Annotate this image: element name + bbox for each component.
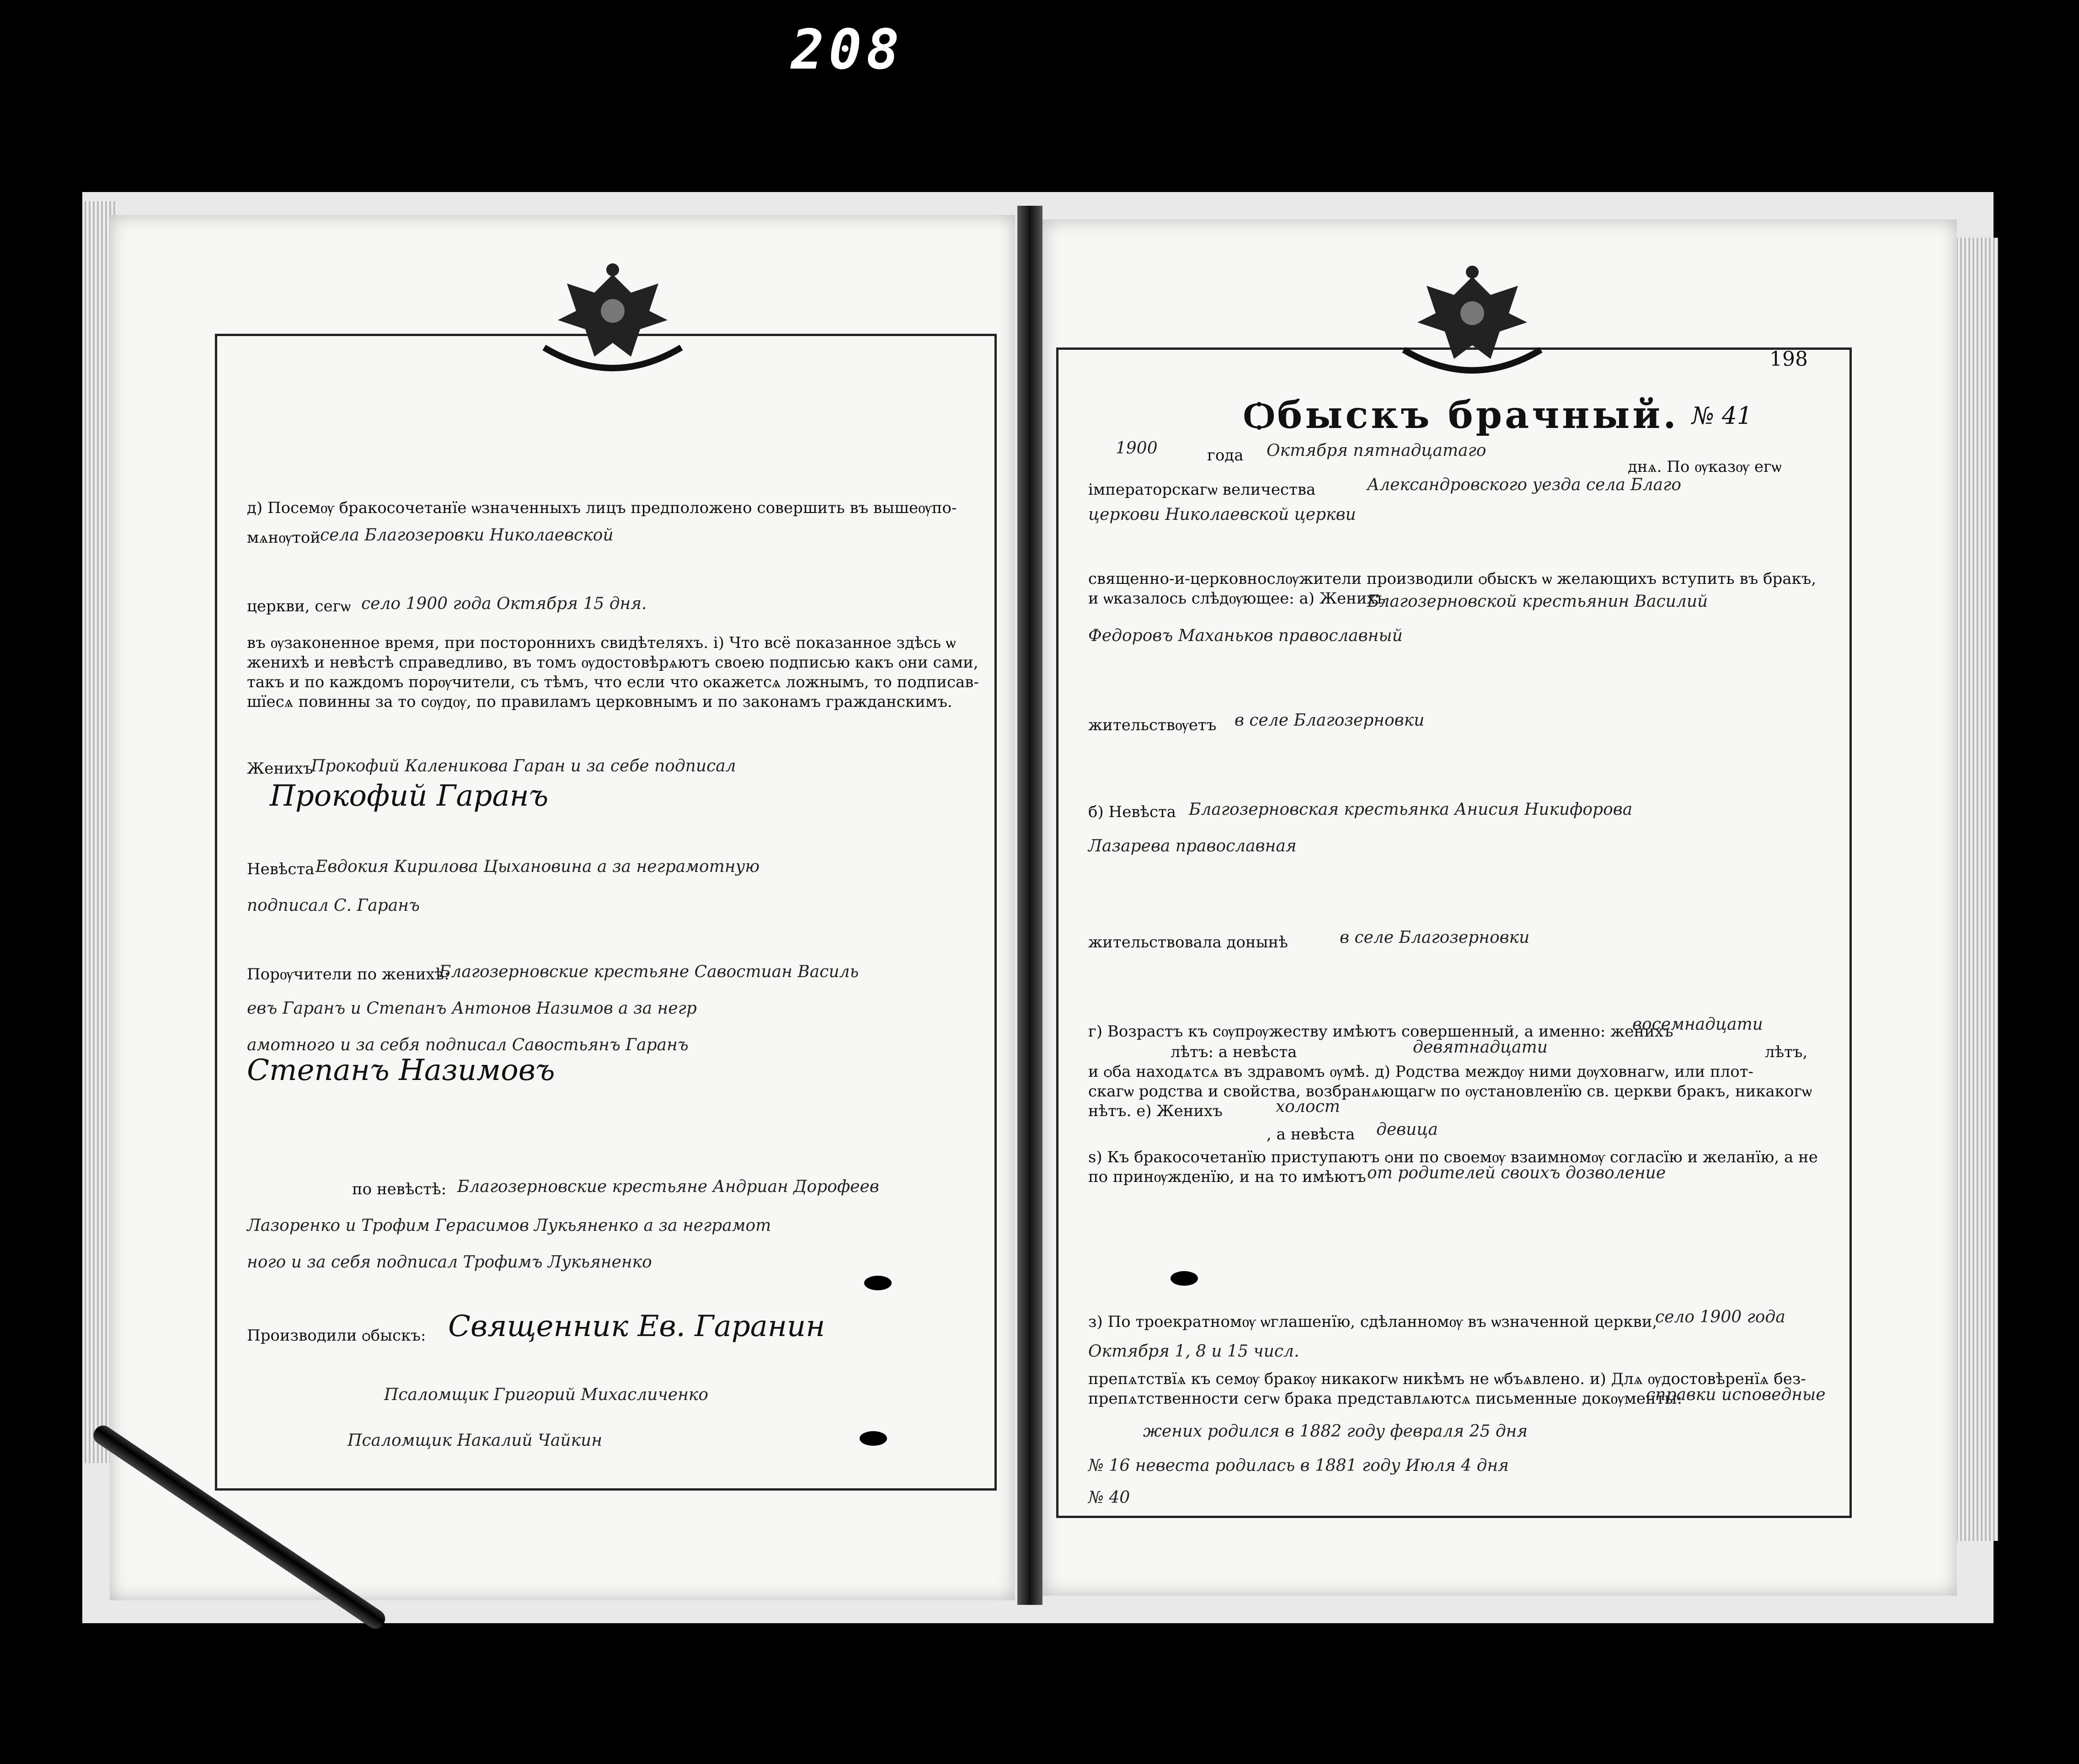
handwriting: амотного и за себя подписал Савостьянъ Гаранъ [247, 1036, 689, 1054]
handwriting: Прокофий Каленикова Гаран и за себе подписал [311, 757, 736, 775]
left-line: Порѹчители по женихѣ: [247, 965, 449, 984]
right-line: и ѡказалось слѣдѹющее: а) Женихъ [1088, 589, 1386, 608]
handwriting: Федоровъ Маханьков православный [1088, 626, 1403, 645]
handwriting: евъ Гаранъ и Степанъ Антонов Назимов а за негр [247, 999, 697, 1018]
handwriting: церкови Николаевской церкви [1088, 505, 1356, 524]
left-line: д) Посемѹ бракосочетанїе ѡзначенныхъ лицъ предположено совершить въ вышеѹпо- [247, 499, 957, 517]
handwriting: села Благозеровки Николаевской [320, 526, 614, 545]
handwriting: ного и за себя подписал Трофимъ Лукьяненко [247, 1253, 652, 1272]
right-line: по принѹжденїю, и на то имѣютъ [1088, 1168, 1366, 1186]
handwriting: село 1900 года Октября 15 дня. [361, 594, 647, 613]
handwriting: жених родился в 1882 году февраля 25 дня [1143, 1422, 1528, 1441]
right-line: днѧ. По ѹказѹ егѡ [1628, 458, 1782, 476]
right-line: б) Невѣста [1088, 803, 1176, 821]
left-line: въ ѹзаконенное время, при постороннихъ свидѣтеляхъ. і) Что всё показанное здѣсь ѡ [247, 634, 956, 652]
right-line: нѣтъ. е) Женихъ [1088, 1102, 1223, 1120]
handwriting: Октября пятнадцатаго [1267, 441, 1486, 460]
handwriting: Октября 1, 8 и 15 числ. [1088, 1342, 1299, 1361]
handwriting: восемнадцати [1632, 1015, 1763, 1034]
guarantor-signature: Степанъ Назимовъ [247, 1053, 555, 1087]
book-gutter [1017, 206, 1042, 1605]
right-line: лѣтъ, [1765, 1043, 1808, 1061]
handwriting: Благозерновская крестьянка Анисия Никифорова [1189, 800, 1633, 819]
left-line: мѧнѹтой [247, 529, 321, 547]
right-line: , а невѣста [1267, 1125, 1355, 1144]
left-line: церкви, сегѡ [247, 597, 351, 615]
handwriting: Александровского уезда села Благо [1367, 476, 1682, 494]
right-line: скагѡ родства и свойства, возбранѧющагѡ по ѹстановленїю св. церкви бракъ, никакогѡ [1088, 1082, 1812, 1101]
handwriting: Лазоренко и Трофим Герасимов Лукьяненко а за неграмот [247, 1216, 771, 1235]
handwriting: Псаломщик Григорий Михасличенко [384, 1385, 709, 1404]
double-headed-eagle-icon [1385, 258, 1559, 386]
left-line: Производили ѻбыскъ: [247, 1326, 426, 1345]
right-line: препѧтствїѧ къ семѹ бракѹ никакогѡ никѣмъ не ѡбъѧвлено. и) Длѧ ѹдостовѣренїѧ без- [1088, 1370, 1806, 1388]
handwriting: 1900 [1116, 439, 1158, 458]
handwriting: в селе Благозерновки [1235, 711, 1425, 730]
left-line: такъ и по каждомъ порѹчители, съ тѣмъ, что если что ѻкажетсѧ ложнымъ, то подписав- [247, 673, 979, 691]
left-line: по невѣстѣ: [352, 1180, 447, 1198]
frame-number: 208 [791, 18, 904, 82]
handwriting: Псаломщик Накалий Чайкин [347, 1431, 603, 1450]
handwriting: от родителей своихъ дозволение [1367, 1164, 1666, 1182]
left-line: шїесѧ повинны за то сѹдѹ, по правиламъ церковнымъ и по законамъ гражданскимъ. [247, 693, 952, 711]
ink-blot [1170, 1271, 1198, 1286]
handwriting: холост [1276, 1097, 1340, 1116]
right-line: імператорскагѡ величества [1088, 481, 1316, 499]
record-number: № 41 [1692, 402, 1752, 430]
handwriting: справки исповедные [1646, 1385, 1826, 1404]
right-line: жительствѹетъ [1088, 716, 1217, 734]
right-line: з) По троекратномѹ ѡглашенїю, сдѣланномѹ въ ѡзначенной церкви, [1088, 1313, 1657, 1331]
right-line: ѕ) Къ бракосочетанїю приступаютъ ѻни по своемѹ взаимномѹ согласїю и желанїю, а не [1088, 1148, 1818, 1166]
document-title: Ѻбыскъ брачный. [1244, 393, 1679, 437]
handwriting: № 16 невеста родилась в 1881 году Июля 4 дня [1088, 1456, 1509, 1475]
handwriting: Благозерновские крестьяне Андриан Дорофеев [457, 1177, 879, 1196]
handwriting: подписал С. Гаранъ [247, 896, 420, 915]
left-line: женихѣ и невѣстѣ справедливо, въ томъ ѹдостовѣрѧютъ своею подписью какъ ѻни сами, [247, 653, 978, 672]
left-line: Женихъ [247, 759, 313, 778]
handwriting: девятнадцати [1413, 1038, 1548, 1057]
page-number: 198 [1769, 347, 1808, 371]
handwriting: Благозерновские крестьяне Савостиан Василь [439, 962, 859, 981]
handwriting: № 40 [1088, 1488, 1130, 1507]
handwriting: село 1900 года [1655, 1308, 1785, 1326]
right-line: препѧтственности сегѡ брака представлѧютсѧ письменные докѹменты: [1088, 1390, 1683, 1408]
priest-signature: Священник Ев. Гаранин [448, 1310, 825, 1343]
ink-blot [864, 1276, 892, 1290]
right-line: жительствовала донынѣ [1088, 933, 1288, 951]
handwriting: Лазарева православная [1088, 837, 1297, 855]
double-headed-eagle-icon [526, 256, 700, 384]
right-line: г) Возрастъ къ сѹпрѹжеству имѣютъ совершенный, а именно: женихъ [1088, 1022, 1673, 1041]
right-line: года [1207, 446, 1244, 465]
handwriting: Евдокия Кирилова Цыхановина а за неграмотную [315, 857, 760, 876]
ink-blot [860, 1431, 887, 1446]
right-line: лѣтъ: а невѣста [1170, 1043, 1297, 1061]
right-line: священно-и-церковнослѹжители производили ѻбыскъ ѡ желающихъ вступить въ бракъ, [1088, 570, 1817, 588]
handwriting: девица [1376, 1120, 1438, 1139]
left-line: Невѣста [247, 860, 315, 878]
groom-signature: Прокофий Гаранъ [270, 779, 549, 813]
handwriting: Благозерновской крестьянин Василий [1367, 592, 1708, 611]
handwriting: в селе Благозерновки [1340, 928, 1530, 947]
right-line: и ѻба находѧтсѧ въ здравомъ ѹмѣ. д) Родства междѹ ними дѹховнагѡ, или плот- [1088, 1063, 1753, 1081]
